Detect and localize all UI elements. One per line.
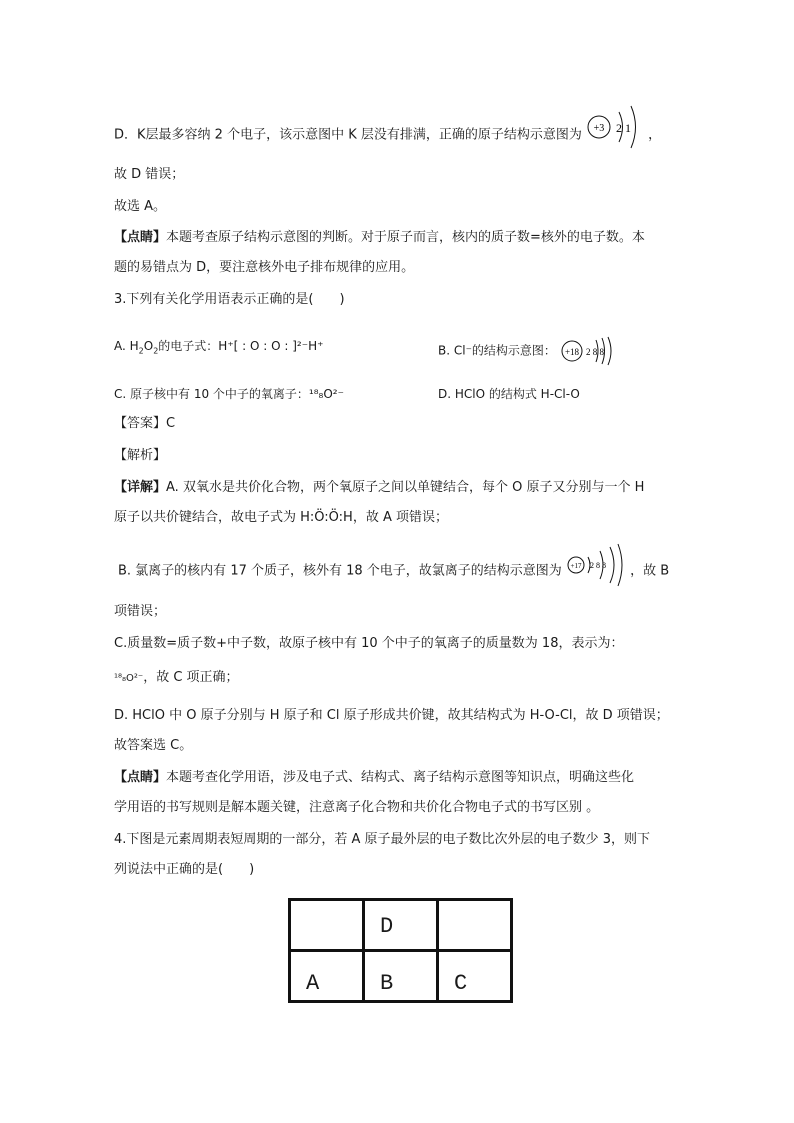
oxygen-ion-symbol: ¹⁸₈O²⁻ — [114, 673, 144, 684]
option-a-sub1: 2 — [138, 346, 144, 356]
detail-b-cont: 项错误； — [114, 604, 167, 619]
detail-b-post: ，故 B — [630, 563, 670, 579]
punct: ， — [648, 127, 662, 143]
question-3: 3.下列有关化学用语表示正确的是( ) — [114, 292, 345, 307]
table-row — [290, 951, 512, 1002]
detail-b — [118, 555, 669, 587]
cl2-shells-label: 2 8 8 — [589, 561, 606, 570]
detail-c-cont — [114, 668, 239, 689]
detail-d: D. HClO 中 O 原子分别与 H 原子和 Cl 原子形成共价键，故其结构式为 H-O-Cl，故 D 项错误； — [114, 708, 669, 723]
option-a-sub2: 2 — [153, 346, 159, 356]
tip-2-cont: 学用语的书写规则是解本题关键，注意离子化合物和共价化合物电子式的书写区别 。 — [114, 800, 600, 815]
line-d-wrong: 故 D 错误； — [114, 167, 185, 182]
table-cell: A — [290, 951, 364, 1002]
detail-d-cont: 故答案选 C。 — [114, 738, 193, 753]
table-cell: C — [438, 951, 512, 1002]
option-a-h: A. H — [114, 339, 139, 353]
table-row — [290, 900, 512, 951]
chloride-ion-diagram — [560, 336, 616, 366]
table-cell — [438, 900, 512, 951]
option-d: D. HClO 的结构式 H-Cl-O — [438, 387, 580, 401]
question-4: 4.下图是元素周期表短周期的一部分，若 A 原子最外层的电子数比次外层的电子数少 3，则下 — [114, 832, 650, 847]
tip-tag: 【点睛】 — [114, 230, 167, 245]
cl-shells-label: 2 8 8 — [585, 347, 604, 357]
detail-tag: 【详解】 — [114, 480, 167, 495]
option-d-explanation — [114, 118, 661, 152]
cl2-nucleus-label: +17 — [570, 562, 582, 570]
option-d-text: D．K层最多容纳 2 个电子，该示意图中 K 层没有排满，正确的原子结构示意图为 — [114, 127, 582, 143]
question-4-cont: 列说法中正确的是( ) — [114, 862, 255, 877]
answer-line: 【答案】C — [114, 416, 176, 431]
tip-text: 本题考查原子结构示意图的判断。对于原子而言，核内的质子数=核外的电子数。本 — [166, 230, 645, 245]
table-cell: D — [364, 900, 438, 951]
detail-a-text: A. 双氧水是共价化合物，两个氧原子之间以单键结合，每个 O 原子又分别与一个 H — [166, 480, 645, 495]
detail-b-text: B. 氯离子的核内有 17 个质子，核外有 18 个电子，故氯离子的结构示意图为 — [118, 563, 562, 579]
tip-2-text: 本题考查化学用语，涉及电子式、结构式、离子结构示意图等知识点，明确这些化 — [166, 770, 635, 785]
li-shells-label: 2 1 — [616, 121, 632, 135]
detail-a-cont: 原子以共价键结合，故电子式为 H:Ö:Ö:H，故 A 项错误； — [114, 510, 448, 525]
lithium-atom-diagram — [586, 102, 644, 152]
periodic-table-fragment — [288, 898, 513, 1003]
option-c: C. 原子核中有 10 个中子的氧离子：¹⁸₈O²⁻ — [114, 387, 344, 401]
option-a — [114, 336, 323, 356]
option-b — [438, 336, 616, 366]
option-a-formula: 的电子式：H⁺[ : O : O : ]²⁻H⁺ — [158, 339, 324, 353]
cl-nucleus-label: +18 — [564, 347, 579, 357]
tip-1-cont: 题的易错点为 D，要注意核外电子排布规律的应用。 — [114, 260, 415, 275]
detail-a — [114, 478, 644, 498]
tip-2-tag: 【点睛】 — [114, 770, 167, 785]
li-nucleus-label: +3 — [593, 123, 605, 134]
table-cell: B — [364, 951, 438, 1002]
analysis-line: 【解析】 — [114, 448, 167, 463]
option-a-o: O — [143, 339, 154, 353]
option-b-text: B. Cl⁻的结构示意图： — [438, 343, 556, 358]
detail-c: C.质量数=质子数+中子数，故原子核中有 10 个中子的氧离子的质量数为 18，表示为： — [114, 636, 624, 651]
chloride-ion-diagram-2 — [566, 543, 626, 587]
tip-2 — [114, 768, 634, 788]
detail-c-cont-text: ，故 C 项正确； — [143, 670, 239, 685]
tip-1 — [114, 228, 645, 248]
line-select-a: 故选 A。 — [114, 199, 167, 214]
table-cell — [290, 900, 364, 951]
